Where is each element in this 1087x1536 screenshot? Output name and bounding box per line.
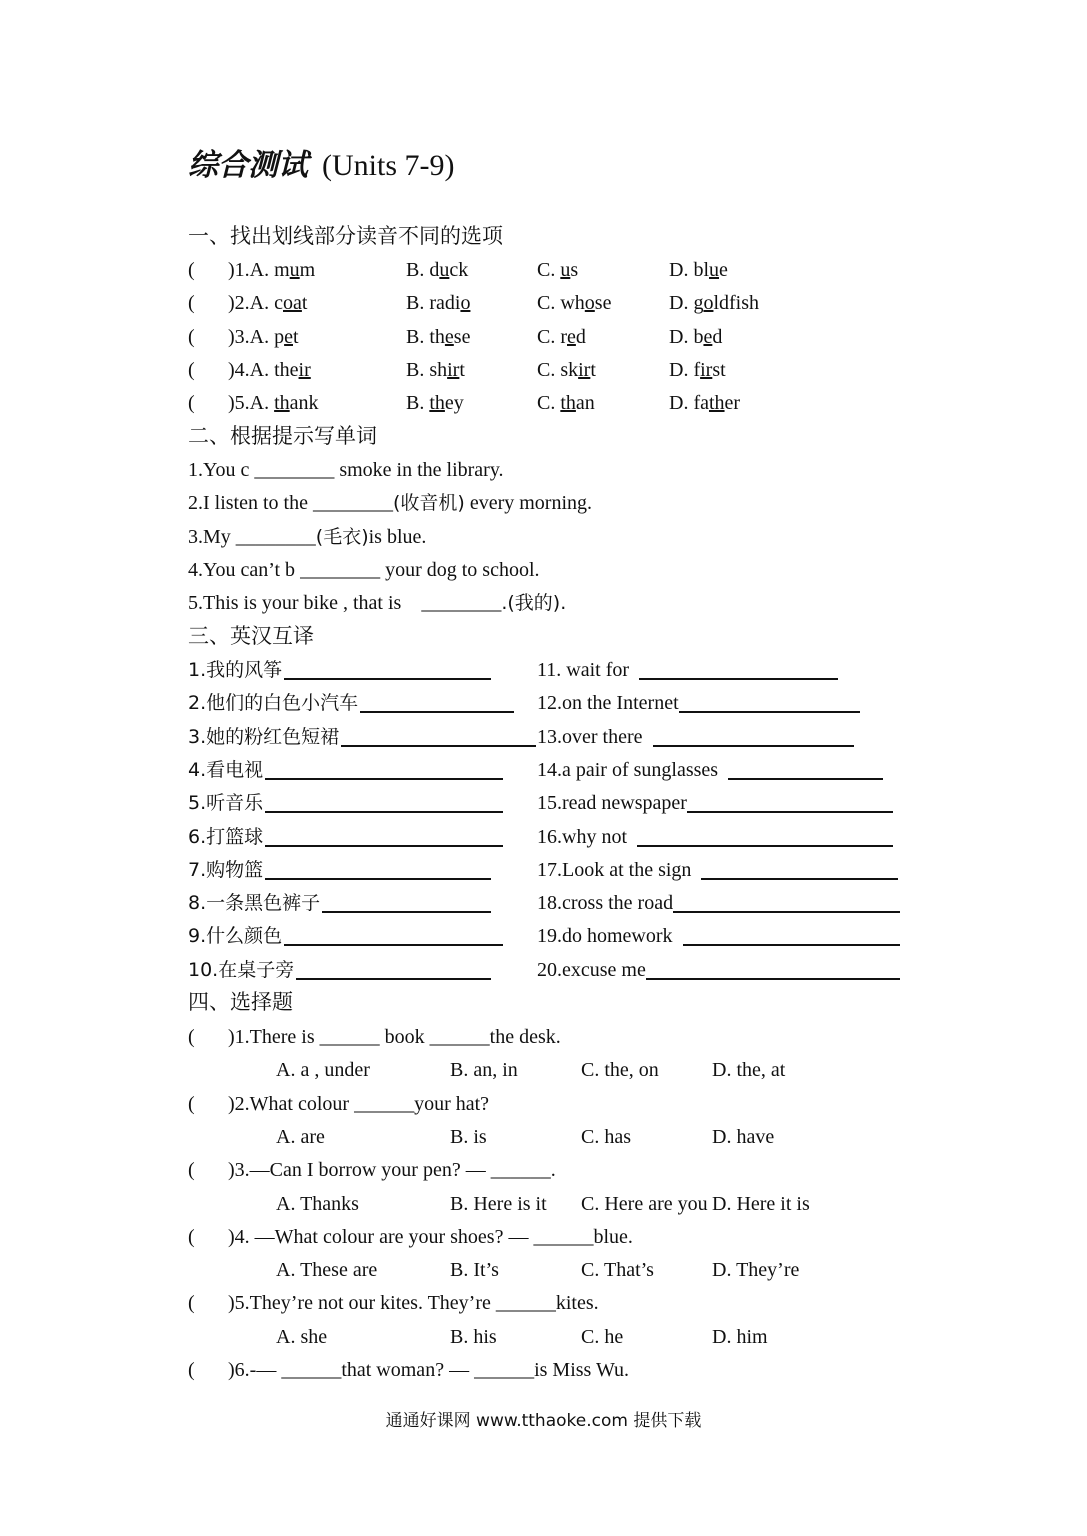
- option-c-word: C. red: [537, 325, 586, 348]
- choice-option[interactable]: A. a , under: [276, 1059, 370, 1082]
- underlined-letters: o: [460, 292, 471, 315]
- underlined-letters: e: [567, 325, 576, 348]
- answer-blank[interactable]: ________: [235, 525, 316, 548]
- answer-line[interactable]: [679, 691, 860, 713]
- option-c-word: C. whose: [537, 292, 612, 315]
- choice-option[interactable]: B. It’s: [450, 1259, 499, 1282]
- answer-paren[interactable]: (: [188, 325, 195, 348]
- answer-line[interactable]: [322, 891, 491, 913]
- option-b-word: B. radio: [406, 292, 471, 315]
- choice-option[interactable]: A. These are: [276, 1259, 378, 1282]
- option-d-word: D. blue: [669, 259, 728, 281]
- option-b-word: B. shirt: [406, 358, 465, 381]
- translation-left-text: 2.他们的白色小汽车: [188, 692, 359, 715]
- translation-row: [188, 756, 928, 784]
- underlined-letters: ir: [578, 358, 591, 381]
- translation-left: [188, 756, 263, 784]
- option-d-word: D. father: [669, 392, 741, 415]
- option-c: [537, 389, 595, 417]
- choice-option[interactable]: B. an, in: [450, 1059, 518, 1082]
- choice-option[interactable]: B. his: [450, 1325, 497, 1348]
- translation-left-text: 10.在桌子旁: [188, 958, 295, 981]
- underlined-letters: e: [703, 325, 713, 348]
- translation-left-text: 1.我的风筝: [188, 659, 283, 681]
- option-b: [406, 389, 464, 417]
- option-a: their: [274, 358, 311, 381]
- option-d: [669, 389, 740, 417]
- option-a: pet: [274, 325, 299, 348]
- question-text: )3.—Can I borrow your pen? — ______.: [228, 1159, 556, 1182]
- translation-row: [188, 723, 928, 751]
- answer-line[interactable]: [683, 924, 900, 946]
- choice-option[interactable]: D. him: [712, 1325, 768, 1348]
- question-text: )5.They’re not our kites. They’re ______kites.: [228, 1292, 599, 1315]
- option-c: [537, 289, 611, 317]
- answer-paren[interactable]: (: [188, 259, 195, 281]
- translation-left-text: 9.什么颜色: [188, 925, 283, 948]
- translation-row: [188, 823, 928, 851]
- translation-left: [188, 656, 282, 684]
- question-text: )4. —What colour are your shoes? — ______blue.: [228, 1225, 633, 1248]
- translation-right: 19.do homework: [537, 925, 673, 948]
- option-c: [537, 256, 578, 284]
- fill-word-question: 3.My ________(毛衣)is blue.: [188, 525, 427, 548]
- translation-row: [188, 856, 928, 884]
- question-number: )5.A. thank: [228, 392, 319, 415]
- translation-right: 15.read newspaper: [537, 792, 687, 815]
- translation-right: 20.excuse me: [537, 958, 646, 981]
- choice-option[interactable]: B. is: [450, 1125, 487, 1148]
- answer-line[interactable]: [284, 924, 503, 946]
- translation-row: [188, 889, 928, 917]
- translation-left-text: 7.购物篮: [188, 858, 264, 881]
- option-d-word: D. bed: [669, 325, 723, 348]
- option-b: [406, 356, 465, 384]
- section4-heading: 四、选择题: [188, 990, 293, 1014]
- translation-left-text: 5.听音乐: [188, 792, 264, 815]
- choice-option[interactable]: C. Here are you: [581, 1192, 708, 1215]
- answer-blank[interactable]: ________: [300, 558, 381, 581]
- question-text: )1.There is ______ book ______the desk.: [228, 1026, 561, 1048]
- option-b: [406, 256, 468, 284]
- answer-paren[interactable]: (: [188, 1026, 195, 1048]
- answer-line[interactable]: [728, 758, 883, 780]
- choice-option[interactable]: A. she: [276, 1325, 328, 1348]
- translation-row: [188, 956, 928, 984]
- translation-left: [188, 789, 263, 817]
- underlined-letters: th: [429, 392, 445, 415]
- translation-left: [188, 956, 294, 984]
- choice-option[interactable]: D. They’re: [712, 1259, 800, 1282]
- underlined-letters: u: [560, 259, 571, 281]
- option-d-word: D. first: [669, 358, 726, 381]
- option-b-word: B. these: [406, 325, 471, 348]
- answer-paren[interactable]: (: [188, 358, 195, 381]
- answer-line[interactable]: [646, 958, 900, 980]
- question-number: )3.A. pet: [228, 325, 299, 348]
- question-text: )6.-— ______that woman? — ______is Miss Wu.: [228, 1359, 630, 1381]
- translation-row: [188, 789, 928, 817]
- choice-option[interactable]: D. have: [712, 1125, 775, 1148]
- title-cn: 综合测试: [188, 148, 308, 183]
- answer-paren[interactable]: (: [188, 1359, 195, 1381]
- answer-line[interactable]: [673, 891, 900, 913]
- translation-right: 17.Look at the sign: [537, 858, 692, 881]
- translation-right: 11. wait for: [537, 659, 630, 681]
- answer-line[interactable]: [687, 791, 893, 813]
- option-d: [669, 289, 759, 317]
- underlined-letters: u: [289, 259, 300, 281]
- hint-text: (毛衣): [315, 525, 369, 548]
- underlined-letters: o: [703, 292, 714, 315]
- translation-row: [188, 656, 928, 684]
- underlined-letters: th: [708, 392, 725, 415]
- section1-heading: 一、找出划线部分读音不同的选项: [188, 224, 503, 248]
- translation-right: 18.cross the road: [537, 892, 674, 915]
- option-c-word: C. us: [537, 259, 579, 281]
- translation-right: 13.over there: [537, 725, 643, 748]
- translation-row: [188, 689, 928, 717]
- choice-option[interactable]: D. the, at: [712, 1059, 786, 1082]
- choice-option[interactable]: C. the, on: [581, 1059, 659, 1082]
- question-number: )4.A. their: [228, 358, 311, 381]
- answer-paren[interactable]: (: [188, 1159, 195, 1182]
- option-d: [669, 256, 728, 284]
- answer-line[interactable]: [265, 791, 503, 813]
- option-a: thank: [274, 392, 319, 415]
- translation-right: 12.on the Internet: [537, 692, 679, 715]
- footer: 通通好课网 www.tthaoke.com 提供下载: [385, 1411, 702, 1431]
- answer-blank[interactable]: ________: [254, 459, 335, 481]
- underlined-letters: u: [439, 259, 450, 281]
- fill-word-question: 1.You c ________ smoke in the library.: [188, 459, 504, 481]
- underlined-letters: ir: [298, 358, 311, 381]
- fill-word-question: 4.You can’t b ________ your dog to school.: [188, 558, 540, 581]
- question-number: )2.A. coat: [228, 292, 308, 315]
- option-d: [669, 356, 726, 384]
- question-text: )2.What colour ______your hat?: [228, 1092, 490, 1115]
- option-b: [406, 323, 470, 351]
- translation-left: [188, 856, 263, 884]
- answer-blank[interactable]: ________: [421, 592, 502, 615]
- option-b: [406, 289, 470, 317]
- translation-left: [188, 889, 320, 917]
- translation-left-text: 4.看电视: [188, 758, 264, 781]
- translation-right: 16.why not: [537, 825, 627, 848]
- translation-left-text: 8.一条黑色裤子: [188, 892, 321, 915]
- option-c-word: C. than: [537, 392, 595, 415]
- answer-line[interactable]: [701, 858, 898, 880]
- option-a: mum: [274, 259, 316, 281]
- translation-left: [188, 922, 282, 950]
- section3-heading: 三、英汉互译: [188, 624, 314, 648]
- option-c-word: C. skirt: [537, 358, 596, 381]
- choice-option[interactable]: D. Here it is: [712, 1192, 810, 1215]
- choice-option[interactable]: C. he: [581, 1325, 624, 1348]
- answer-paren[interactable]: (: [188, 392, 195, 415]
- option-a: coat: [274, 292, 308, 315]
- answer-paren[interactable]: (: [188, 1225, 195, 1248]
- option-d-word: D. goldfish: [669, 292, 760, 315]
- answer-line[interactable]: [653, 725, 854, 747]
- answer-line[interactable]: [637, 825, 893, 847]
- answer-line[interactable]: [265, 758, 503, 780]
- underlined-letters: u: [709, 259, 719, 281]
- underlined-letters: oa: [283, 292, 302, 315]
- underlined-letters: e: [444, 325, 454, 348]
- underlined-letters: ir: [700, 358, 713, 381]
- choice-option[interactable]: C. That’s: [581, 1259, 654, 1282]
- answer-line[interactable]: [639, 658, 838, 680]
- choice-option[interactable]: A. Thanks: [276, 1192, 359, 1215]
- section2-heading: 二、根据提示写单词: [188, 424, 377, 448]
- hint-text: (收音机): [392, 492, 465, 515]
- option-b-word: B. duck: [406, 259, 469, 281]
- translation-row: [188, 922, 928, 950]
- underlined-letters: o: [584, 292, 595, 315]
- underlined-letters: th: [560, 392, 576, 415]
- answer-line[interactable]: [341, 725, 536, 747]
- answer-line[interactable]: [360, 691, 514, 713]
- answer-line[interactable]: [284, 658, 491, 680]
- translation-left: [188, 723, 339, 751]
- choice-option[interactable]: A. are: [276, 1125, 325, 1148]
- option-b-word: B. they: [406, 392, 464, 415]
- question-number: )1.A. mum: [228, 259, 316, 281]
- underlined-letters: th: [274, 392, 290, 415]
- answer-line[interactable]: [265, 858, 491, 880]
- translation-left-text: 3.她的粉红色短裙: [188, 725, 340, 748]
- underlined-letters: ir: [447, 358, 460, 381]
- page-title: [188, 146, 454, 186]
- choice-option[interactable]: C. has: [581, 1125, 631, 1148]
- answer-line[interactable]: [296, 958, 491, 980]
- hint-text: .(我的).: [501, 592, 567, 615]
- option-d: [669, 323, 722, 351]
- translation-left-text: 6.打篮球: [188, 825, 264, 848]
- underlined-letters: e: [284, 325, 293, 348]
- answer-paren[interactable]: (: [188, 1092, 195, 1115]
- fill-word-question: 5.This is your bike , that is ________.(我的).: [188, 592, 567, 615]
- translation-left: [188, 689, 358, 717]
- option-c: [537, 323, 586, 351]
- answer-paren[interactable]: (: [188, 292, 195, 315]
- option-c: [537, 356, 596, 384]
- title-en: (Units 7-9): [322, 149, 455, 182]
- fill-word-question: 2.I listen to the ________(收音机) every morning.: [188, 492, 592, 515]
- translation-right: 14.a pair of sunglasses: [537, 758, 719, 781]
- choice-option[interactable]: B. Here is it: [450, 1192, 547, 1215]
- translation-left: [188, 823, 263, 851]
- answer-blank[interactable]: ________: [312, 492, 393, 515]
- answer-paren[interactable]: (: [188, 1292, 195, 1315]
- answer-line[interactable]: [265, 825, 503, 847]
